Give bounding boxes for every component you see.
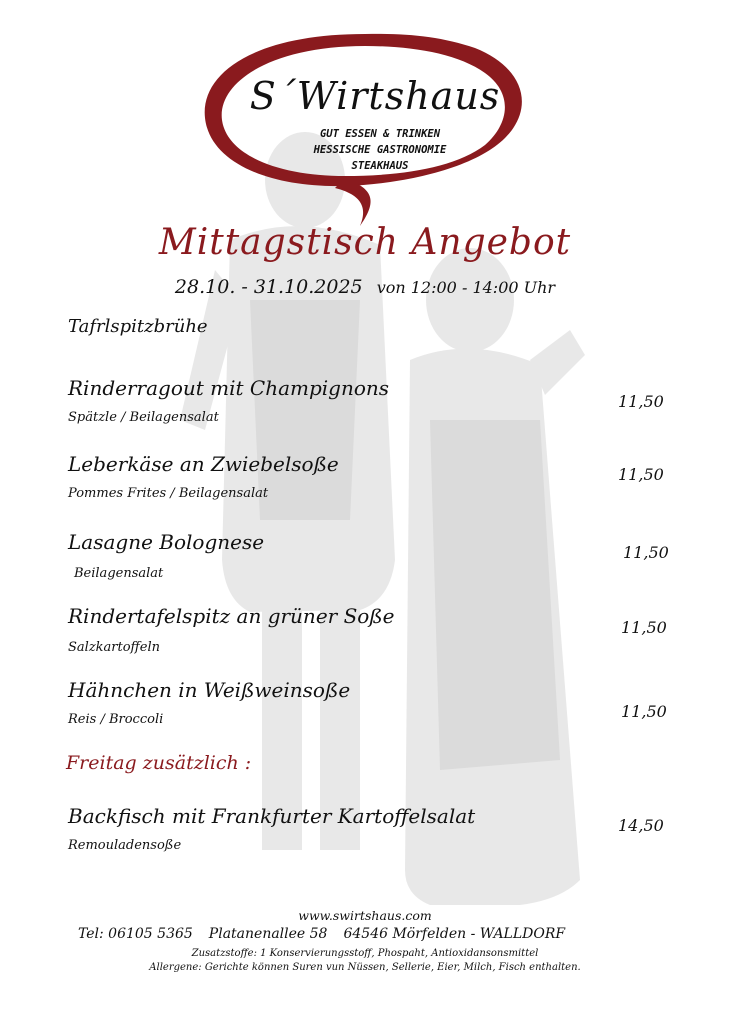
dish-name: Leberkäse an Zwiebelsoße (68, 452, 339, 476)
friday-dish-side: Remouladensoße (68, 838, 182, 853)
dish-price: 11,50 (618, 392, 664, 411)
dish-name: Hähnchen in Weißweinsoße (68, 678, 351, 702)
phone-number: Tel: 06105 5365 (78, 926, 193, 942)
contact-line (78, 926, 648, 942)
city-address: 64546 Mörfelden - WALLDORF (343, 926, 566, 942)
soup-of-day: Tafrlspitzbrühe (68, 316, 208, 337)
logo-tagline-1: GUT ESSEN & TRINKEN (319, 128, 441, 140)
website-link[interactable]: www.swirtshaus.com (298, 908, 432, 923)
logo-tagline-2: HESSISCHE GASTRONOMIE (313, 144, 447, 156)
date-range: 28.10. - 31.10.2025 (174, 276, 363, 298)
dish-side: Spätzle / Beilagensalat (68, 410, 219, 425)
dish-price: 11,50 (618, 465, 664, 484)
logo-tagline-3: STEAKHAUS (351, 160, 409, 172)
friday-dish-price: 14,50 (618, 816, 664, 835)
friday-heading: Freitag zusätzlich : (66, 752, 252, 774)
dish-name: Lasagne Bolognese (68, 530, 265, 554)
dish-name: Rinderragout mit Champignons (68, 376, 390, 400)
additives-note: Zusatzstoffe: 1 Konservierungsstoff, Phospaht, Antioxidansonsmittel (191, 948, 539, 959)
dish-side: Reis / Broccoli (68, 712, 164, 727)
logo-name: S´Wirtshaus (249, 74, 501, 118)
date-line (0, 276, 730, 298)
dish-side: Pommes Frites / Beilagensalat (68, 486, 269, 501)
dish-price: 11,50 (621, 618, 667, 637)
dish-price: 11,50 (621, 702, 667, 721)
dish-price: 11,50 (623, 543, 669, 562)
dish-side: Salzkartoffeln (68, 640, 160, 655)
time-range: von 12:00 - 14:00 Uhr (376, 278, 556, 297)
dish-name: Rindertafelspitz an grüner Soße (68, 604, 395, 628)
page-title: Mittagstisch Angebot (158, 222, 572, 263)
street-address: Platanenallee 58 (208, 926, 328, 942)
allergens-note: Allergene: Gerichte können Suren vun Nüssen, Sellerie, Eier, Milch, Fisch enthalten. (149, 962, 581, 973)
friday-dish-name: Backfisch mit Frankfurter Kartoffelsalat (68, 804, 476, 828)
dish-side: Beilagensalat (74, 566, 164, 581)
